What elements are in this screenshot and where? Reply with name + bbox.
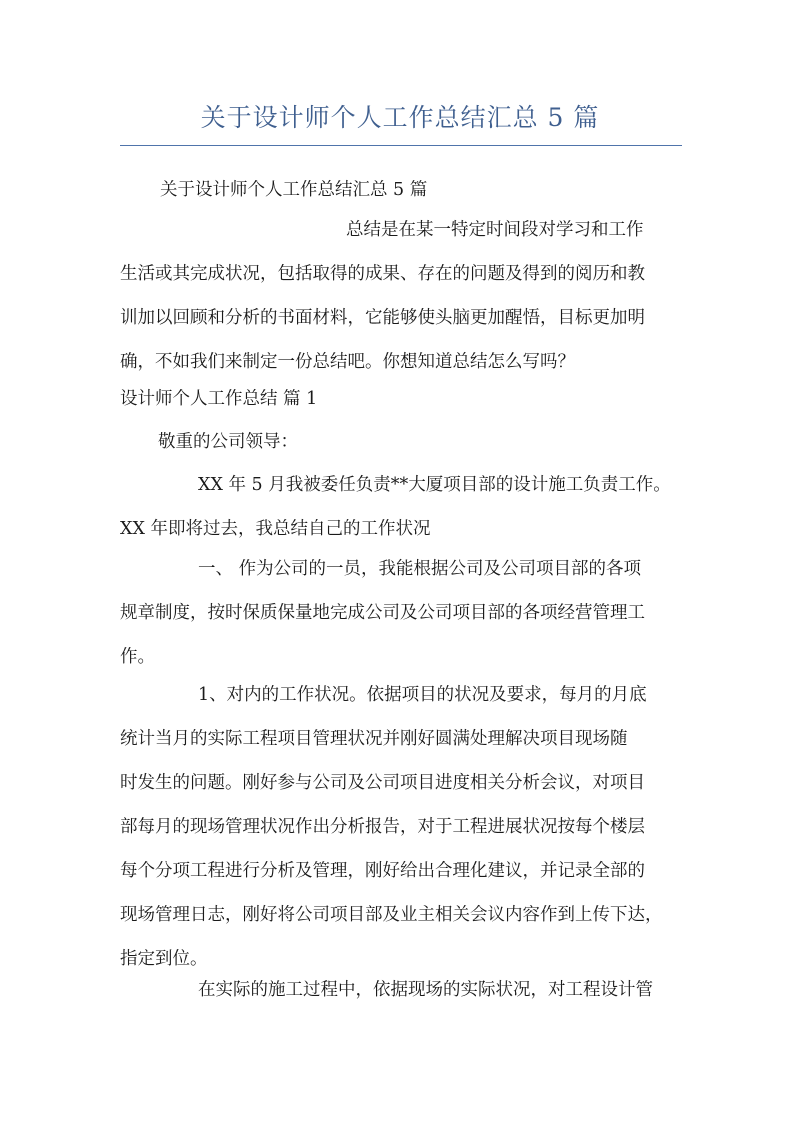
section-heading: 设计师个人工作总结 篇 1 (120, 389, 318, 409)
paragraph-3 (120, 677, 690, 977)
page-title: 关于设计师个人工作总结汇总 5 篇 (200, 103, 600, 132)
subtitle: 关于设计师个人工作总结汇总 5 篇 (160, 180, 428, 200)
paragraph-line: 1、对内的工作状况。依据项目的状况及要求，每月的月底 (198, 685, 647, 705)
intro-line: 训加以回顾和分析的书面材料，它能够使头脑更加醒悟，目标更加明 (120, 308, 645, 328)
intro-line: 确，不如我们来制定一份总结吧。你想知道总结怎么写吗？ (120, 352, 575, 372)
paragraph-2 (120, 551, 690, 675)
paragraph-line: 在实际的施工过程中，依据现场的实际状况，对工程设计管 (198, 980, 653, 1000)
paragraph-line: 现场管理日志，刚好将公司项目部及业主相关会议内容作到上传下达， (120, 905, 663, 925)
paragraph-line: 统计当月的实际工程项目管理状况并刚好圆满处理解决项目现场随 (120, 729, 628, 749)
paragraph-1 (120, 467, 690, 547)
paragraph-line: 作。 (120, 647, 155, 667)
paragraph-line: 指定到位。 (120, 949, 208, 969)
paragraph-line: 每个分项工程进行分析及管理，刚好给出合理化建议，并记录全部的 (120, 861, 645, 881)
paragraph-line: 规章制度，按时保质保量地完成公司及公司项目部的各项经营管理工 (120, 603, 645, 623)
paragraph-line: 部每月的现场管理状况作出分析报告，对于工程进展状况按每个楼层 (120, 817, 645, 837)
paragraph-line: XX 年 5 月我被委任负责**大厦项目部的设计施工负责工作。 (198, 475, 671, 495)
paragraph-line: 时发生的问题。刚好参与公司及公司项目进度相关分析会议，对项目 (120, 773, 645, 793)
intro-paragraph (120, 212, 690, 380)
paragraph-4 (120, 972, 690, 1008)
intro-line: 总结是在某一特定时间段对学习和工作 (346, 220, 644, 240)
title-divider (120, 145, 682, 146)
salutation: 敬重的公司领导： (158, 432, 298, 452)
intro-line: 生活或其完成状况，包括取得的成果、存在的问题及得到的阅历和教 (120, 264, 645, 284)
paragraph-line: 一、 作为公司的一员，我能根据公司及公司项目部的各项 (198, 559, 642, 579)
paragraph-line: XX 年即将过去，我总结自己的工作状况 (120, 519, 431, 539)
